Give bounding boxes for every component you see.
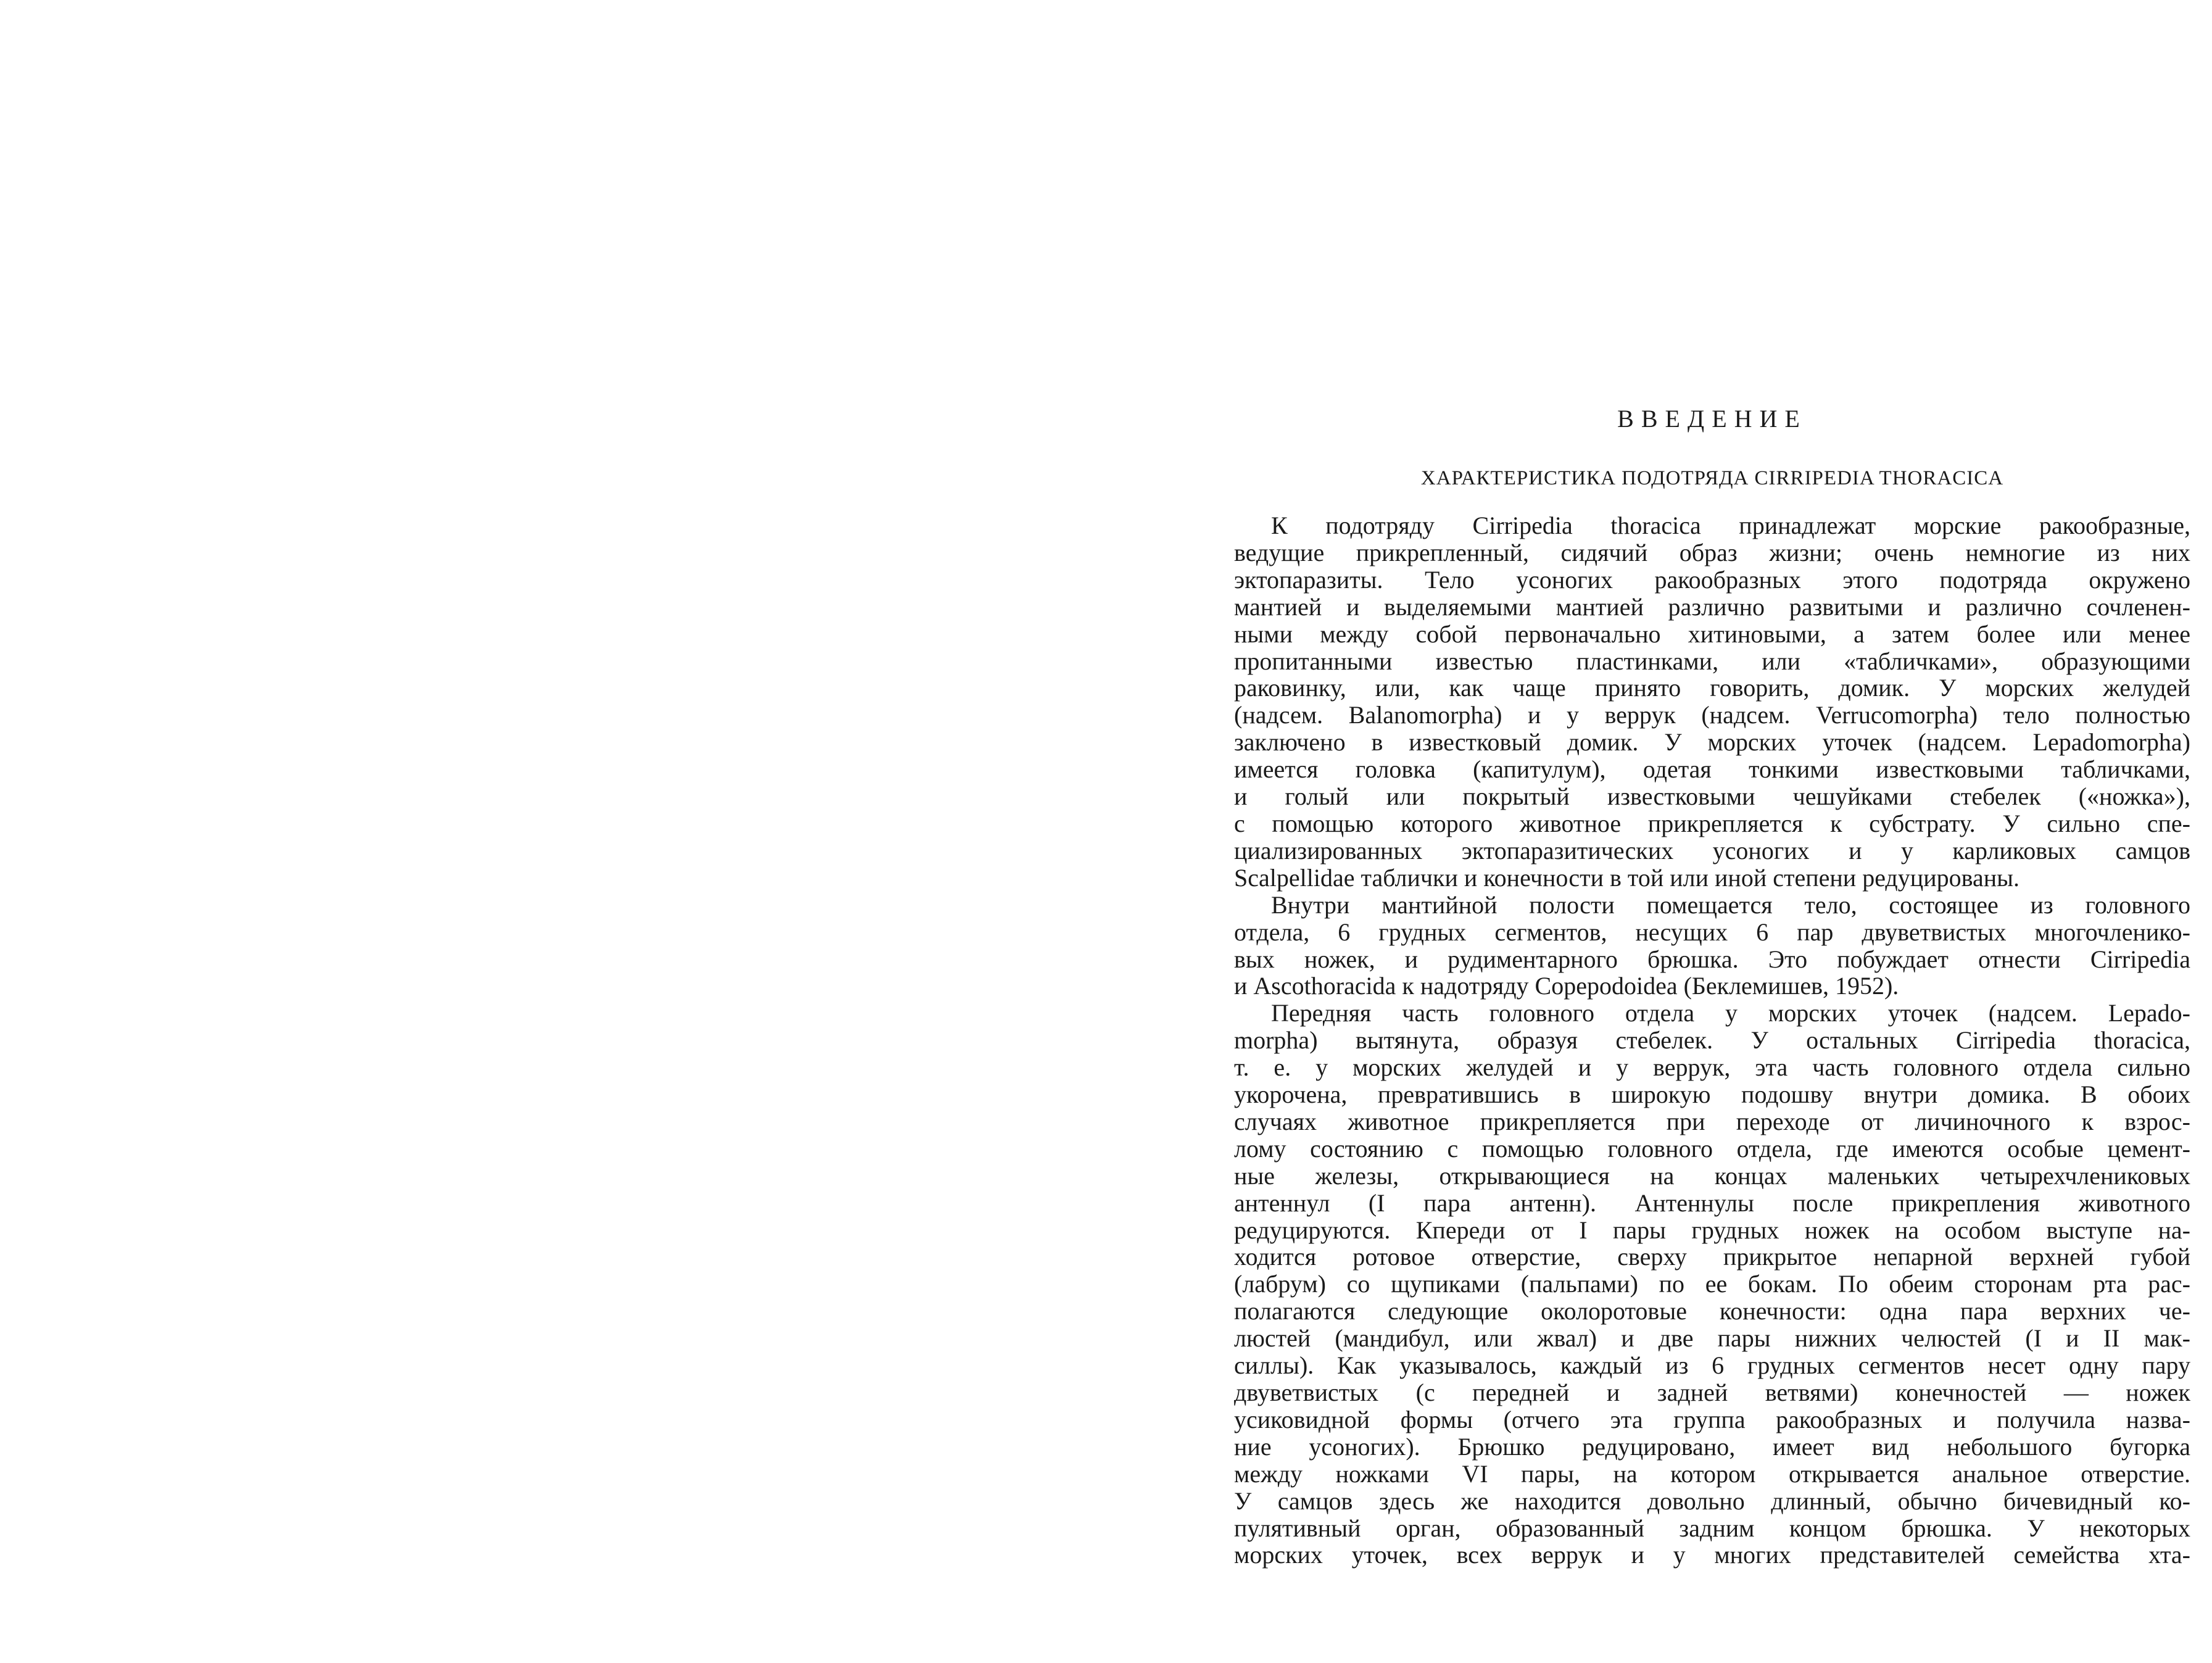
text-line: люстей (мандибул, или жвал) и две пары нижних челюстей (I и II мак- [1234,1324,2190,1353]
text-line: ведущие прикрепленный, сидячий образ жизни; очень немногие из них [1234,538,2190,566]
text-line: (надсем. Balanomorpha) и у веррук (надсем. Verrucomorpha) тело полностью [1234,701,2190,729]
text-line: редуцируются. Кпереди от I пары грудных ножек на особом выступе на- [1234,1216,2190,1244]
right-page [1231,0,2193,1663]
text-line: морских уточек, всех веррук и у многих представителей семейства хта- [1234,1541,2190,1569]
chapter-subtitle: ХАРАКТЕРИСТИКА ПОДОТРЯДА CIRRIPEDIA THORACICA [1420,467,2004,489]
text-line: циализированных эктопаразитических усоногих и у карликовых самцов [1234,836,2190,865]
text-line: лому состоянию с помощью головного отдела, где имеются особые цемент- [1234,1134,2190,1163]
text-line: с помощью которого животное прикрепляется к субстрату. У сильно спе- [1234,809,2190,837]
section-title: ВВЕДЕНИЕ [1617,405,1807,433]
text-line: двуветвистых (с передней и задней ветвями) конечностей — ножек [1234,1379,2190,1406]
text-line: (лабрум) со щупиками (пальпами) по ее бокам. По обеим сторонам рта рас- [1234,1270,2190,1298]
text-line: имеется головка (капитулум), одетая тонкими известковыми табличками, [1234,755,2190,784]
text-line: мантией и выделяемыми мантией различно развитыми и различно сочленен- [1234,592,2190,621]
blank-left-page [0,0,1098,1663]
text-line: и голый или покрытый известковыми чешуйками стебелек («ножка»), [1234,782,2190,811]
text-line: пулятивный орган, образованный задним концом брюшка. У некоторых [1234,1514,2190,1542]
text-line: усиковидной формы (отчего эта группа ракообразных и получила назва- [1234,1405,2190,1433]
text-line: Передняя часть головного отдела у морских уточек (надсем. Lepado- [1271,999,2190,1027]
text-line: отдела, 6 грудных сегментов, несущих 6 пар двуветвистых многочленико- [1234,918,2190,946]
text-line: У самцов здесь же находится довольно длинный, обычно бичевидный ко- [1234,1487,2190,1515]
text-line: полагаются следующие околоротовые конечности: одна пара верхних че- [1234,1297,2190,1325]
text-line: ными между собой первоначально хитиновыми, а затем более или менее [1234,620,2190,648]
text-line: т. е. у морских желудей и у веррук, эта часть головного отдела сильно [1234,1053,2190,1082]
text-line: силлы). Как указывалось, каждый из 6 грудных сегментов несет одну пару [1234,1351,2190,1380]
text-line: заключено в известковый домик. У морских уточек (надсем. Lepadomorpha) [1234,728,2190,757]
text-line: и Ascothoracida к надотряду Copepodoidea (Беклемишев, 1952). [1234,972,1899,1000]
text-line: вых ножек, и рудиментарного брюшка. Это побуждает отнести Cirripedia [1234,945,2190,973]
text-line: ные железы, открывающиеся на концах маленьких четырехчлениковых [1234,1161,2190,1190]
text-line: К подотряду Cirripedia thoracica принадлежат морские ракообразные, [1271,512,2190,539]
text-line: между ножками VI пары, на котором открывается анальное отверстие. [1234,1459,2190,1488]
text-line: раковинку, или, как чаще принято говорить, домик. У морских желудей [1234,674,2190,702]
text-line: ние усоногих). Брюшко редуцировано, имеет вид небольшого бугорка [1234,1432,2190,1461]
text-line: укорочена, превратившись в широкую подошву внутри домика. В обоих [1234,1080,2190,1109]
text-line: антеннул (I пара антенн). Антеннулы после прикрепления животного [1234,1188,2190,1217]
body-text [1234,512,2190,1569]
text-line: Scalpellidae таблички и конечности в той или иной степени редуцированы. [1234,863,2019,892]
text-line: случаях животное прикрепляется при переходе от личиночного к взрос- [1234,1107,2190,1135]
text-line: morpha) вытянута, образуя стебелек. У остальных Cirripedia thoracica, [1234,1026,2190,1055]
text-line: эктопаразиты. Тело усоногих ракообразных этого подотряда окружено [1234,565,2190,594]
text-line: пропитанными известью пластинками, или «табличками», образующими [1234,647,2190,675]
text-line: Внутри мантийной полости помещается тело, состоящее из головного [1271,890,2190,919]
text-line: ходится ротовое отверстие, сверху прикрытое непарной верхней губой [1234,1243,2190,1271]
